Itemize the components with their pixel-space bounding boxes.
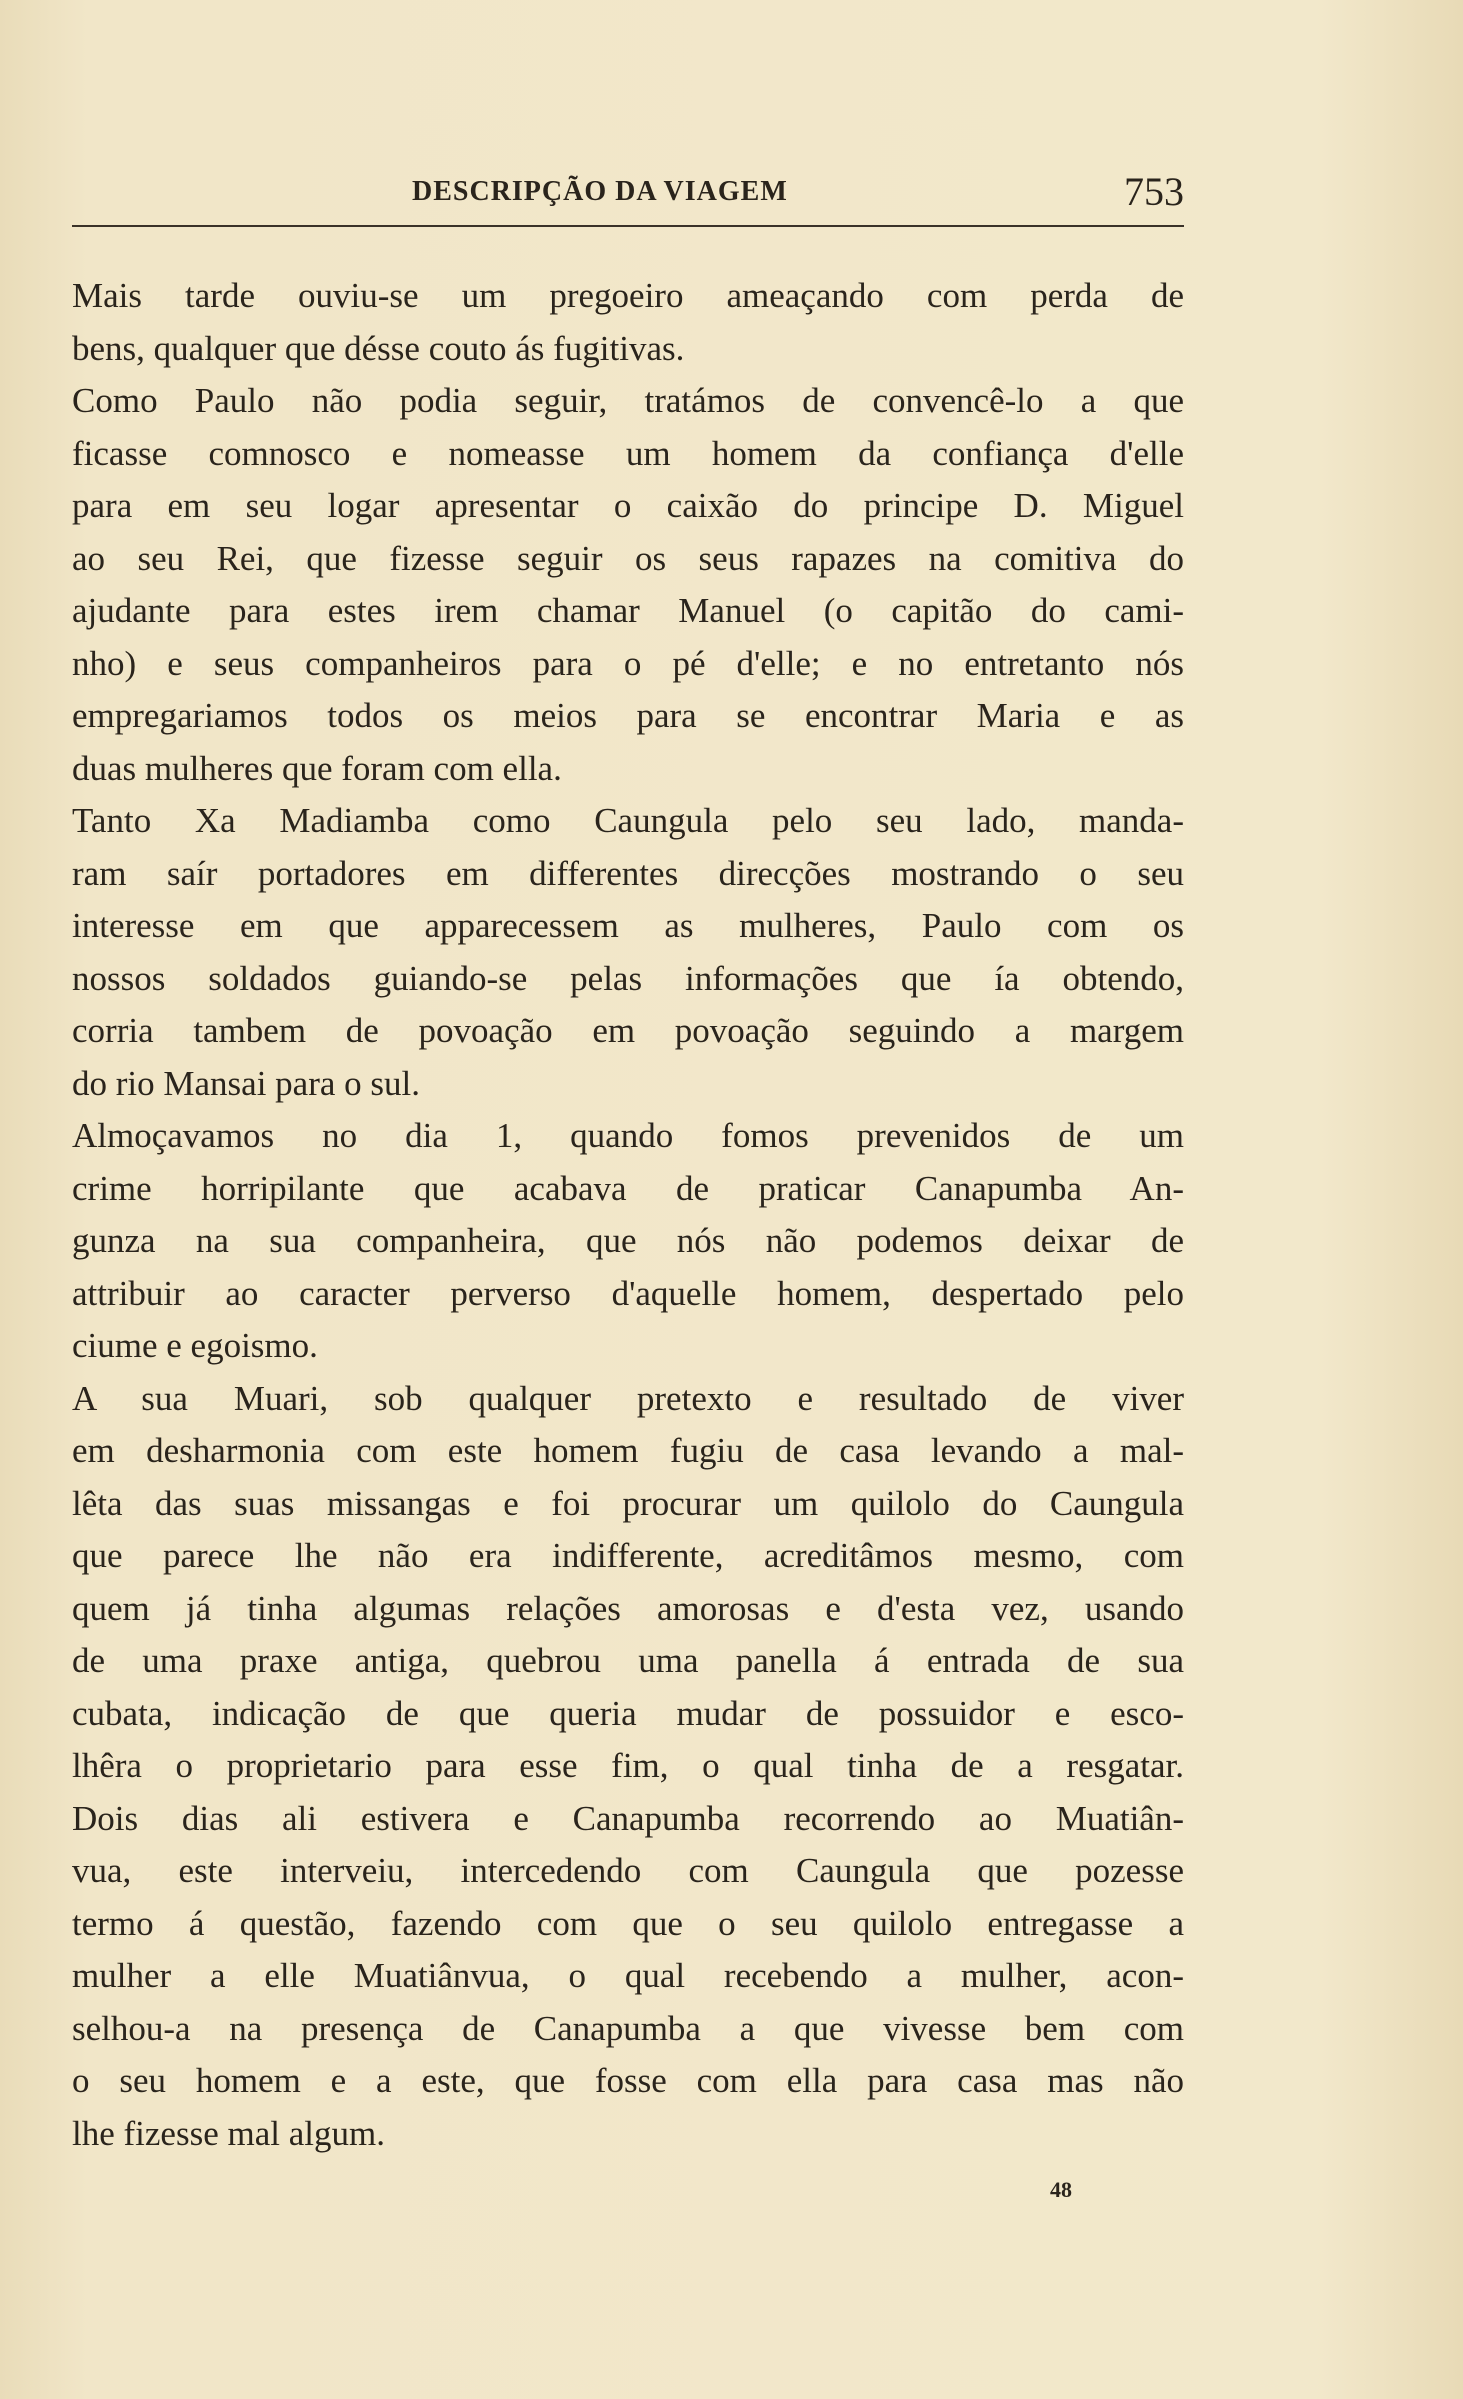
text-line: mulher a elle Muatiânvua, o qual recebendo a mulher, acon-: [72, 1956, 1184, 1995]
text-line: interesse em que apparecessem as mulheres, Paulo com os: [72, 906, 1184, 945]
text-line: em desharmonia com este homem fugiu de casa levando a mal-: [72, 1431, 1184, 1470]
text-line: A sua Muari, sob qualquer pretexto e resultado de viver: [72, 1378, 1184, 1418]
text-line: lhe fizesse mal algum.: [72, 2113, 385, 2153]
text-line: attribuir ao caracter perverso d'aquelle homem, despertado pelo: [72, 1273, 1184, 1313]
text-line: o seu homem e a este, que fosse com ella para casa mas não: [72, 2061, 1184, 2100]
text-line: cubata, indicação de que queria mudar de possuidor e esco-: [72, 1693, 1184, 1733]
text-line: nho) e seus companheiros para o pé d'elle; e no entretanto nós: [72, 643, 1184, 683]
text-line: selhou-a na presença de Canapumba a que vivesse bem com: [72, 2008, 1184, 2048]
text-line: Mais tarde ouviu-se um pregoeiro ameaçando com perda de: [72, 276, 1184, 315]
text-line: termo á questão, fazendo com que o seu quilolo entregasse a: [72, 1903, 1184, 1943]
text-line: Almoçavamos no dia 1, quando fomos prevenidos de um: [72, 1116, 1184, 1155]
text-line: lhêra o proprietario para esse fim, o qual tinha de a resgatar.: [72, 1746, 1184, 1785]
signature-mark: 48: [1050, 2177, 1072, 2202]
text-line: Dois dias ali estivera e Canapumba recorrendo ao Muatiân-: [72, 1798, 1184, 1838]
text-line: bens, qualquer que désse couto ás fugitivas.: [72, 328, 685, 368]
text-line: nossos soldados guiando-se pelas informações que ía obtendo,: [72, 958, 1184, 998]
text-line: quem já tinha algumas relações amorosas e d'esta vez, usando: [72, 1588, 1184, 1628]
header-rule: [72, 225, 1184, 227]
body-text: [72, 270, 1184, 2160]
text-line: do rio Mansai para o sul.: [72, 1063, 420, 1103]
text-line: lêta das suas missangas e foi procurar um quilolo do Caungula: [72, 1483, 1184, 1523]
text-line: ficasse comnosco e nomeasse um homem da confiança d'elle: [72, 433, 1184, 473]
text-line: empregariamos todos os meios para se encontrar Maria e as: [72, 696, 1184, 735]
text-line: ajudante para estes irem chamar Manuel (o capitão do cami-: [72, 591, 1184, 630]
text-line: que parece lhe não era indifferente, acreditâmos mesmo, com: [72, 1536, 1184, 1575]
text-line: ao seu Rei, que fizesse seguir os seus rapazes na comitiva do: [72, 538, 1184, 578]
text-line: Como Paulo não podia seguir, tratámos de convencê-lo a que: [72, 381, 1184, 420]
text-line: para em seu logar apresentar o caixão do principe D. Miguel: [72, 486, 1184, 525]
text-line: de uma praxe antiga, quebrou uma panella á entrada de sua: [72, 1641, 1184, 1680]
text-line: crime horripilante que acabava de praticar Canapumba An-: [72, 1168, 1184, 1208]
text-line: corria tambem de povoação em povoação seguindo a margem: [72, 1011, 1184, 1050]
running-title: DESCRIPÇÃO DA VIAGEM: [412, 176, 788, 207]
page-number: 753: [1124, 169, 1184, 214]
text-line: ciume e egoismo.: [72, 1326, 318, 1365]
text-line: gunza na sua companheira, que nós não podemos deixar de: [72, 1221, 1184, 1260]
text-line: ram saír portadores em differentes direcções mostrando o seu: [72, 853, 1184, 893]
text-line: Tanto Xa Madiamba como Caungula pelo seu lado, manda-: [72, 801, 1184, 840]
page-header: [72, 168, 1184, 220]
text-line: duas mulheres que foram com ella.: [72, 748, 562, 788]
text-line: vua, este interveiu, intercedendo com Caungula que pozesse: [72, 1851, 1184, 1890]
